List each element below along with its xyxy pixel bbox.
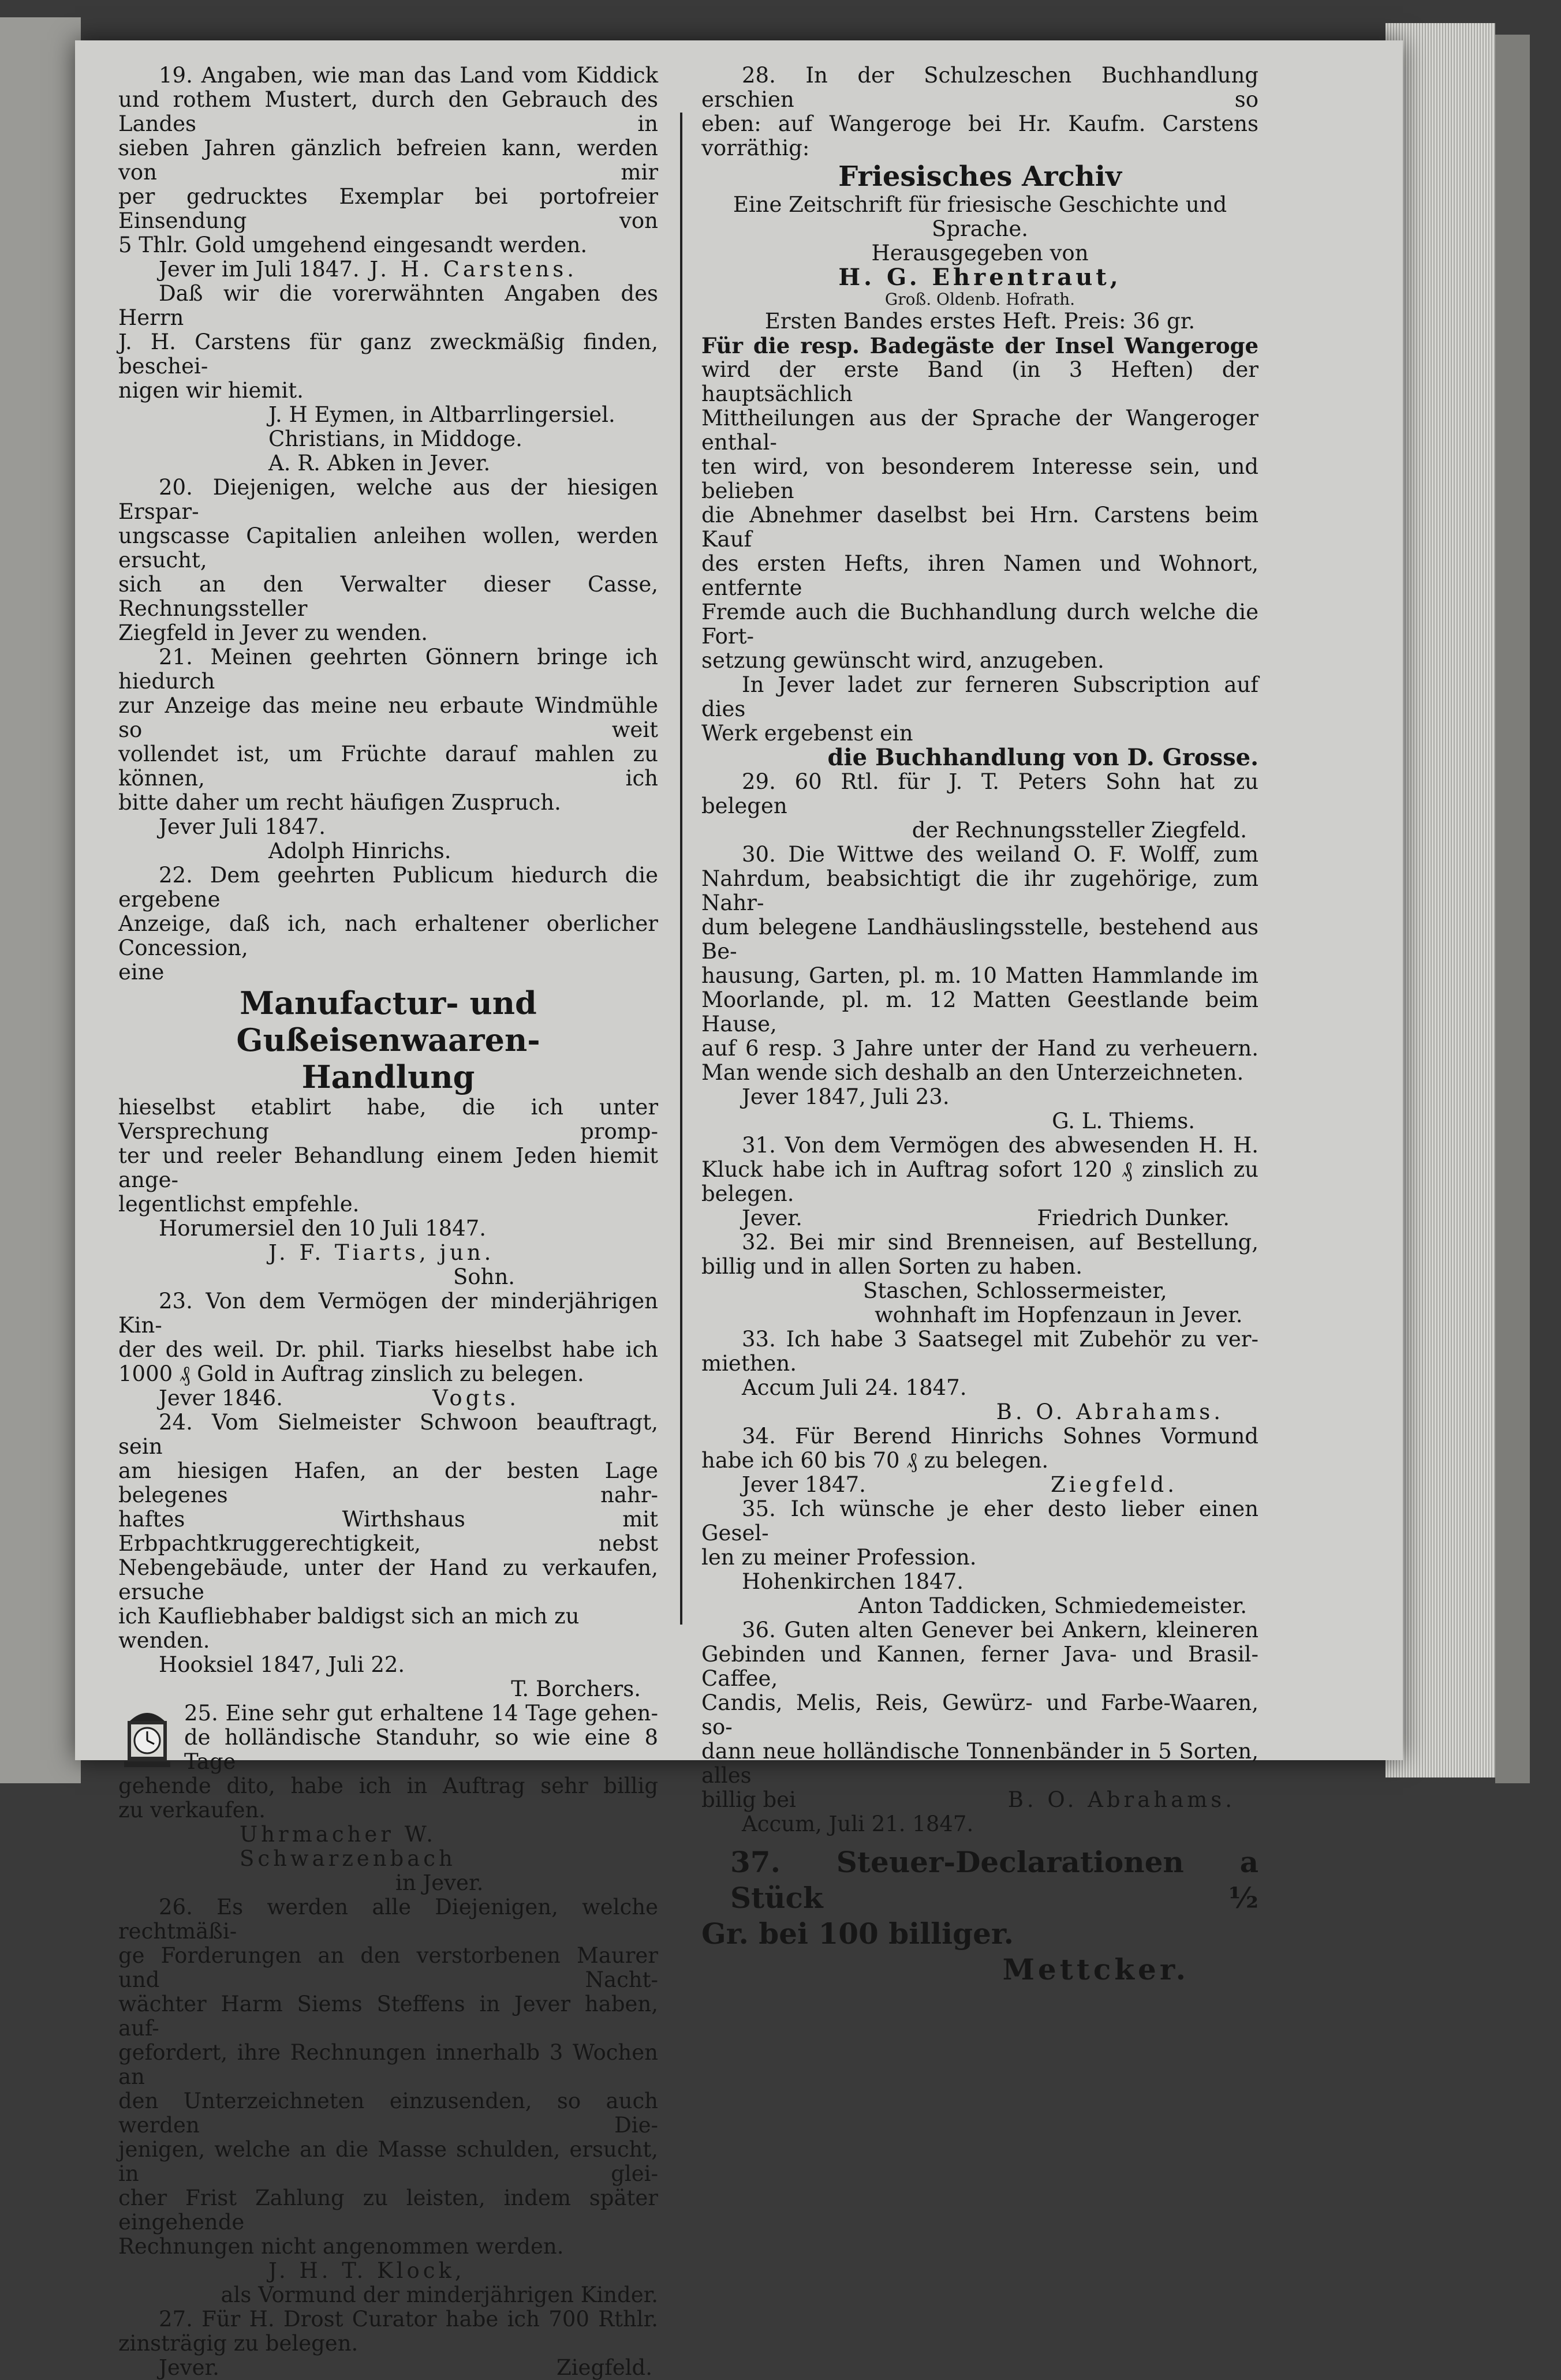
text-line: dann neue holländische Tonnenbänder in 5 Sorten, alles [701, 1739, 1258, 1788]
text-line: des ersten Hefts, ihren Namen und Wohnort, entfernte [701, 551, 1258, 600]
text-line: und rothem Mustert, durch den Gebrauch des Landes in [118, 87, 658, 136]
signature: Sohn. [453, 1264, 516, 1289]
editor-title: Groß. Oldenb. Hofrath. [884, 290, 1075, 309]
notice-31 [701, 1133, 1258, 1230]
text-line: per gedrucktes Exemplar bei portofreier Einsendung von [118, 184, 658, 233]
signature: Staschen, Schlossermeister, [863, 1278, 1167, 1303]
text-line: J. H. Carstens für ganz zweckmäßig finden, beschei- [118, 330, 658, 379]
signature: die Buchhandlung von D. Grosse. [827, 744, 1258, 771]
text-line: vollendet ist, um Früchte darauf mahlen zu können, ich [118, 742, 658, 791]
signature: Christians, in Middoge. [268, 426, 522, 451]
text-line: dum belegene Landhäuslingsstelle, bestehend aus Be- [701, 915, 1258, 964]
text-line: 31. Von dem Vermögen des abwesenden H. H. [742, 1133, 1258, 1158]
tax-notice-line: 37. Steuer-Declarationen a Stück ½ [730, 1845, 1258, 1915]
signature: J. H. T. Klock, [268, 2258, 465, 2283]
text-line: Herausgegeben von [871, 241, 1089, 265]
text-line: Candis, Melis, Reis, Gewürz- und Farbe-Waaren, so- [701, 1690, 1258, 1739]
text-line: Man wende sich deshalb an den Unterzeichneten. [701, 1060, 1244, 1085]
text-line: gehende dito, habe ich in Auftrag sehr billig [118, 1773, 658, 1798]
place-date: Horumersiel den 10 Juli 1847. [159, 1216, 487, 1241]
text-line: wächter Harm Siems Steffens in Jever haben, auf- [118, 1992, 658, 2041]
text-line: ten wird, von besonderem Interesse sein, und belieben [701, 454, 1258, 503]
text-line: der des weil. Dr. phil. Tiarks hieselbst habe ich [118, 1337, 658, 1362]
text-line: Nebengebäude, unter der Hand zu verkaufen, ersuche [118, 1555, 658, 1604]
text-line: 35. Ich wünsche je eher desto lieber einen Gesel- [701, 1496, 1258, 1545]
text-line: 33. Ich habe 3 Saatsegel mit Zubehör zu ver- [742, 1327, 1258, 1352]
text-line: Daß wir die vorerwähnten Angaben des Herrn [118, 281, 658, 330]
text-line: belegen. [701, 1181, 794, 1206]
text-line: cher Frist Zahlung zu leisten, indem später eingehende [118, 2186, 658, 2235]
text-line: de holländische Standuhr, so wie eine 8 Tage [184, 1725, 658, 1774]
text-line: Gebinden und Kannen, ferner Java- und Brasil-Caffee, [701, 1642, 1258, 1691]
notice-19 [118, 63, 658, 476]
column-rule [680, 113, 682, 1625]
signature: J. H. Carstens. [369, 257, 577, 282]
signature: G. L. Thiems. [1052, 1109, 1195, 1133]
text-line: 20. Diejenigen, welche aus der hiesigen Erspar- [118, 475, 658, 524]
signature: A. R. Abken in Jever. [268, 451, 491, 476]
place-date: Hohenkirchen 1847. [742, 1569, 964, 1594]
text-line: eine [118, 960, 165, 985]
text-line: 32. Bei mir sind Brenneisen, auf Bestellung, [742, 1230, 1258, 1255]
signature: J. H Eymen, in Altbarrlingersiel. [268, 402, 615, 427]
place-date: Jever. [742, 1206, 802, 1230]
text-line: legentlichst empfehle. [118, 1192, 360, 1217]
notice-22 [118, 863, 658, 1289]
notice-26 [118, 1895, 658, 2307]
text-line: sieben Jahren gänzlich befreien kann, werden von mir [118, 136, 658, 185]
editor-name: H. G. Ehrentraut, [838, 264, 1122, 291]
place-date: Jever 1847. [742, 1472, 866, 1497]
issue-price: Ersten Bandes erstes Heft. Preis: 36 gr. [764, 309, 1196, 334]
text-line: Ziegfeld in Jever zu wenden. [118, 620, 428, 645]
place-date: Hooksiel 1847, Juli 22. [159, 1652, 405, 1677]
clock-icon [118, 1705, 176, 1768]
text-line: 36. Guten alten Genever bei Ankern, kleineren [742, 1618, 1258, 1642]
place-date: Jever. [159, 2355, 219, 2380]
notice-23 [118, 1289, 658, 1410]
text-line: zur Anzeige das meine neu erbaute Windmühle so weit [118, 693, 658, 742]
text-line: Anzeige, daß ich, nach erhaltener oberlicher Concession, [118, 911, 658, 960]
text-line: billig bei [701, 1787, 796, 1812]
place-date: Accum, Juli 21. 1847. [742, 1812, 974, 1836]
notice-36 [701, 1618, 1258, 1836]
text-line: hausung, Garten, pl. m. 10 Matten Hammlande im [701, 963, 1258, 988]
text-line: 24. Vom Sielmeister Schwoon beauftragt, sein [118, 1410, 658, 1459]
signature: Friedrich Dunker. [1037, 1206, 1230, 1230]
clock-icon [118, 1705, 176, 1768]
text-line: 30. Die Wittwe des weiland O. F. Wolff, zum [742, 842, 1258, 867]
text-line: ungscasse Capitalien anleihen wollen, werden ersucht, [118, 523, 658, 572]
notice-30 [701, 843, 1258, 1133]
text-line: Mittheilungen aus der Sprache der Wangeroger enthal- [701, 406, 1258, 455]
signature: Anton Taddicken, Schmiedemeister. [858, 1593, 1247, 1618]
place-date: Accum Juli 24. 1847. [742, 1375, 967, 1400]
text-line: vorräthig: [701, 136, 810, 160]
text-line: ter und reeler Behandlung einem Jeden hiemit ange- [118, 1143, 658, 1192]
place-date: Jever Juli 1847. [159, 814, 326, 839]
text-line: ich Kaufliebhaber baldigst sich an mich zu wenden. [118, 1604, 580, 1653]
text-line: bitte daher um recht häufigen Zuspruch. [118, 790, 561, 815]
notice-28 [701, 63, 1258, 770]
signature: Uhrmacher W. Schwarzenbach [240, 1822, 456, 1871]
place-date: Jever 1846. [159, 1386, 283, 1410]
place-date: Jever 1847, Juli 23. [742, 1084, 950, 1109]
text-line: 27. Für H. Drost Curator habe ich 700 Rthlr. [159, 2307, 658, 2332]
text-line: nigen wir hiemit. [118, 378, 304, 403]
signature: der Rechnungssteller Ziegfeld. [912, 818, 1247, 843]
shop-heading: Handlung [301, 1058, 475, 1095]
signature: B. O. Abrahams. [1007, 1787, 1235, 1812]
signature: Ziegfeld. [557, 2355, 652, 2380]
signature: T. Borchers. [511, 1677, 641, 1701]
signature: Adolph Hinrichs. [268, 839, 451, 863]
signature: in Jever. [395, 1870, 484, 1895]
text-line: Moorlande, pl. m. 12 Matten Geestlande beim Hause, [701, 987, 1258, 1036]
signature: Vogts. [432, 1386, 520, 1410]
text-line: Rechnungen nicht angenommen werden. [118, 2234, 564, 2259]
notice-32 [701, 1230, 1258, 1327]
text-line: Werk ergebenst ein [701, 721, 913, 746]
text-line: die Abnehmer daselbst bei Hrn. Carstens beim Kauf [701, 503, 1258, 552]
text-line: In Jever ladet zur ferneren Subscription auf dies [701, 672, 1258, 721]
notice-29 [701, 770, 1258, 843]
facing-page-edge [0, 17, 81, 1783]
text-line: hieselbst etablirt habe, die ich unter Versprechung promp- [118, 1095, 658, 1144]
text-line: sich an den Verwalter dieser Casse, Rechnungssteller [118, 572, 658, 621]
text-line: billig und in allen Sorten zu haben. [701, 1254, 1083, 1279]
text-line: 34. Für Berend Hinrichs Sohnes Vormund [742, 1424, 1258, 1449]
notice-25 [118, 1701, 658, 1895]
text-line: Fremde auch die Buchhandlung durch welche die Fort- [701, 600, 1258, 649]
text-line: 21. Meinen geehrten Gönnern bringe ich hiedurch [118, 645, 658, 694]
text-line: Für die resp. Badegäste der Insel Wangeroge [701, 333, 1258, 358]
tax-notice-line: Gr. bei 100 billiger. [701, 1917, 1014, 1951]
text-line: gefordert, ihre Rechnungen innerhalb 3 Wochen an [118, 2040, 658, 2089]
notice-33 [701, 1327, 1258, 1424]
text-line: Nahrdum, beabsichtigt die ihr zugehörige, zum Nahr- [701, 866, 1258, 915]
signature: als Vormund der minderjährigen Kinder. [221, 2282, 658, 2307]
text-line: 5 Thlr. Gold umgehend eingesandt werden. [118, 233, 588, 257]
text-line: jenigen, welche an die Masse schulden, ersucht, in glei- [118, 2137, 658, 2186]
text-line: 1000 ₰ Gold in Auftrag zinslich zu belegen. [118, 1361, 584, 1386]
text-line: 23. Von dem Vermögen der minderjährigen Kin- [118, 1289, 658, 1338]
text-line: habe ich 60 bis 70 ₰ zu belegen. [701, 1448, 1049, 1473]
notice-21 [118, 645, 658, 863]
notice-35 [701, 1497, 1258, 1618]
signature: B. O. Abrahams. [996, 1399, 1224, 1424]
signature: Ziegfeld. [1051, 1472, 1178, 1497]
signature: wohnhaft im Hopfenzaun in Jever. [875, 1303, 1243, 1327]
notice-37 [701, 1844, 1258, 1988]
text-line: len zu meiner Profession. [701, 1545, 977, 1570]
text-line: setzung gewünscht wird, anzugeben. [701, 648, 1104, 673]
book-cover-edge [1495, 35, 1530, 1783]
text-line: zinsträgig zu belegen. [118, 2331, 358, 2356]
text-line: miethen. [701, 1351, 797, 1376]
notice-20 [118, 476, 658, 645]
text-line: 25. Eine sehr gut erhaltene 14 Tage gehen- [184, 1701, 658, 1726]
notice-27 [118, 2307, 658, 2380]
right-column [701, 63, 1258, 1988]
text-line: 19. Angaben, wie man das Land vom Kiddick [159, 63, 658, 88]
text-line: 28. In der Schulzeschen Buchhandlung erschien so [701, 63, 1258, 112]
signature: J. F. Tiarts, jun. [268, 1240, 495, 1265]
text-line: 29. 60 Rtl. für J. T. Peters Sohn hat zu [742, 769, 1258, 794]
text-line: eben: auf Wangeroge bei Hr. Kaufm. Carstens [701, 111, 1258, 136]
notice-24 [118, 1410, 658, 1701]
shop-heading: Manufactur- und Gußeisenwaaren- [236, 985, 540, 1058]
publication-title: Friesisches Archiv [838, 160, 1122, 193]
text-line: 22. Dem geehrten Publicum hiedurch die ergebene [118, 863, 658, 912]
text-line: am hiesigen Hafen, an der besten Lage belegenes nahr- [118, 1458, 658, 1507]
text-line: ge Forderungen an den verstorbenen Maurer und Nacht- [118, 1943, 658, 1992]
signature: Mettcker. [1002, 1952, 1189, 1986]
notice-34 [701, 1424, 1258, 1497]
left-column [118, 63, 658, 2380]
text-line: belegen [701, 794, 787, 818]
text-line: den Unterzeichneten einzusenden, so auch werden Die- [118, 2089, 658, 2138]
text-line: wird der erste Band (in 3 Heften) der hauptsächlich [701, 357, 1258, 406]
publication-subtitle: Eine Zeitschrift für friesische Geschichte und Sprache. [733, 192, 1227, 241]
text-line: zu verkaufen. [118, 1798, 266, 1823]
text-line: auf 6 resp. 3 Jahre unter der Hand zu verheuern. [701, 1036, 1258, 1061]
text-line: Kluck habe ich in Auftrag sofort 120 ₰ zinslich zu [701, 1157, 1258, 1182]
text-line: haftes Wirthshaus mit Erbpachtkruggerechtigkeit, nebst [118, 1507, 658, 1556]
place-date: Jever im Juli 1847. [159, 257, 360, 282]
text-line: 26. Es werden alle Diejenigen, welche rechtmäßi- [118, 1895, 658, 1944]
